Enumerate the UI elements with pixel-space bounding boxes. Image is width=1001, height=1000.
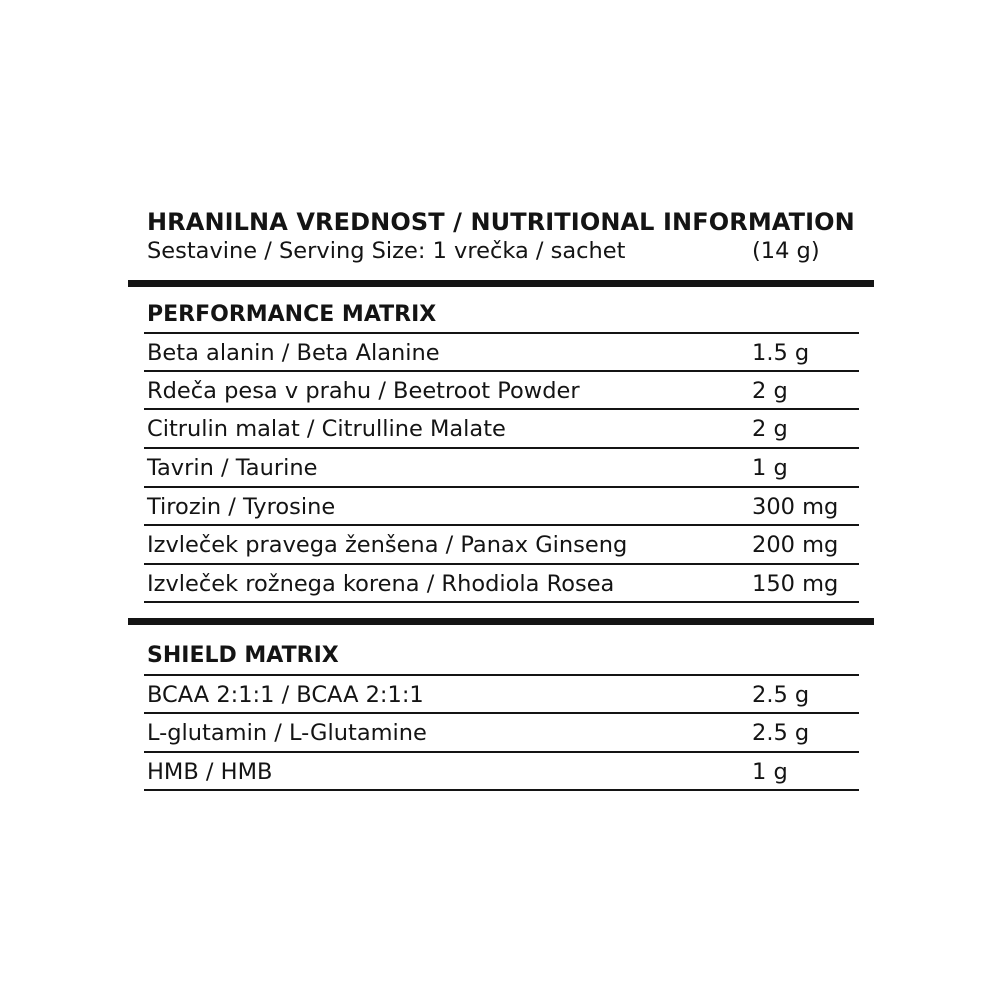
ingredient-name: Izvleček pravega ženšena / Panax Ginseng [147,532,628,558]
table-row [147,489,857,525]
row-divider [144,524,859,526]
row-divider [144,332,859,334]
ingredient-amount: 2.5 g [752,720,810,746]
table-row [147,335,857,371]
ingredient-amount: 200 mg [752,532,839,558]
table-row [147,450,857,486]
ingredient-amount: 1 g [752,759,788,785]
row-divider [144,601,859,603]
row-divider [144,447,859,449]
ingredient-amount: 1.5 g [752,340,810,366]
table-row [147,411,857,447]
ingredient-name: L-glutamin / L-Glutamine [147,720,427,746]
row-divider [144,408,859,410]
ingredient-name: BCAA 2:1:1 / BCAA 2:1:1 [147,682,424,708]
row-divider [144,751,859,753]
ingredient-name: Tirozin / Tyrosine [147,494,336,520]
ingredient-name: HMB / HMB [147,759,273,785]
table-row [147,715,857,751]
row-divider [144,712,859,714]
ingredient-name: Rdeča pesa v prahu / Beetroot Powder [147,378,580,404]
ingredient-amount: 2 g [752,416,788,442]
serving-size-amount: (14 g) [752,238,820,264]
table-row [147,566,857,602]
serving-size-label: Sestavine / Serving Size: 1 vrečka / sachet [147,238,626,264]
label-title: HRANILNA VREDNOST / NUTRITIONAL INFORMATION [147,208,855,236]
table-row [147,677,857,713]
ingredient-name: Beta alanin / Beta Alanine [147,340,440,366]
ingredient-amount: 1 g [752,455,788,481]
section-title-shield-matrix: SHIELD MATRIX [147,643,339,668]
ingredient-name: Izvleček rožnega korena / Rhodiola Rosea [147,571,615,597]
ingredient-name: Tavrin / Taurine [147,455,318,481]
row-divider [144,486,859,488]
serving-size-line [147,237,837,265]
section-divider [128,618,874,625]
row-divider [144,563,859,565]
ingredient-amount: 2 g [752,378,788,404]
row-divider [144,789,859,791]
table-row [147,754,857,790]
header-divider [128,280,874,287]
table-row [147,527,857,563]
section-title-performance-matrix: PERFORMANCE MATRIX [147,302,437,327]
row-divider [144,370,859,372]
ingredient-amount: 2.5 g [752,682,810,708]
ingredient-amount: 300 mg [752,494,839,520]
row-divider [144,674,859,676]
table-row [147,373,857,409]
ingredient-name: Citrulin malat / Citrulline Malate [147,416,506,442]
ingredient-amount: 150 mg [752,571,839,597]
